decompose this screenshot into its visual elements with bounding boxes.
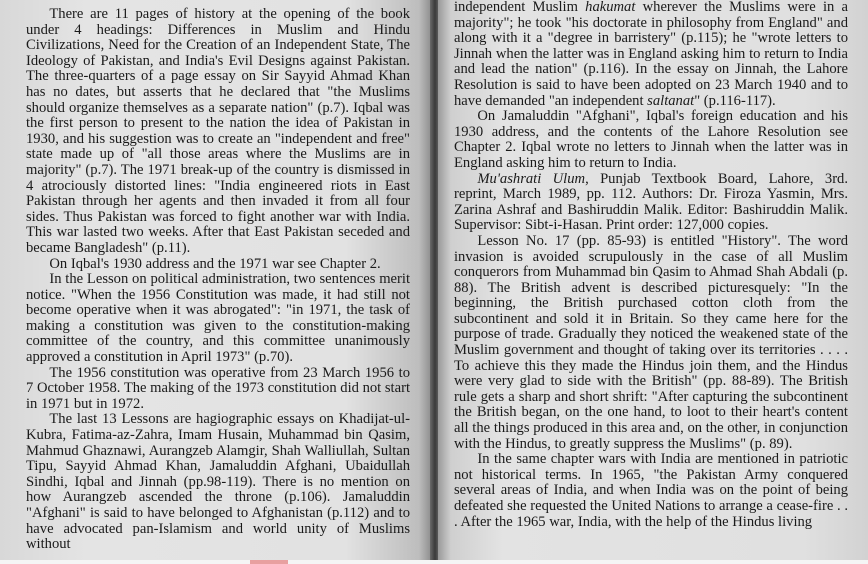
paragraph: There are 11 pages of history at the opening of the book under 4 headings: Differences in Muslim and Hindu Civilizations, Need for the Creation of an Independent State, The Ideology of Pakistan, and India's Evil Designs against Pakistan. The three-quarters of a page essay on Sir Sayyid Ahmad Khan has no dates, but asserts that he declared that "the Muslims should organize themselves as a separate nation" (p.7). Iqbal was the first person to present to the nation the idea of Pakistan in 1930, and his suggestion was to create an "independent and free" state made up of "all those areas where the Muslims are in majority" (p.7). The 1971 break-up of the country is dismissed in 4 atrociously distorted lines: "India engineered riots in East Pakistan through her agents and then invaded it from all four sides. Thus Pakistan was forced to fight another war with India. This war lasted two weeks. After that East Pakistan seceded and became Bangladesh" (p.11). [26, 6, 410, 256]
paragraph: The last 13 Lessons are hagiographic essays on Khadijat-ul-Kubra, Fatima-az-Zahra, Imam Husain, Muhammad bin Qasim, Mahmud Ghaznawi, Aurangzeb Alamgir, Shah Walliullah, Sultan Tipu, Sayyid Ahmad Khan, Jamaluddin Afghani, Ubaidullah Sindhi, Iqbal and Jinnah (pp.98-119). There is no mention on how Aurangzeb ascended the throne (p.106). Jamaluddin "Afghani" is said to have belonged to Afghanistan (p.112) and to have advocated pan-Islamism and world unity of Muslims without [26, 411, 410, 553]
text-run: , Punjab Textbook Board, Lahore, 3rd. reprint, March 1989, pp. 112. Authors: Dr. Firoza Yasmin, Mrs. Zarina Ashraf and Bashiruddin Malik. Editor: Bashiruddin Malik. Supervisor: Sibt-i-Hasan. Print order: 127,000 copies. [454, 170, 849, 234]
text-run: " (p.116-117). [694, 92, 776, 109]
paragraph: The 1956 constitution was operative from 23 March 1956 to 7 October 1958. The making of the 1973 constitution did not start in 1971 but in 1972. [26, 364, 410, 412]
paragraph: Lesson No. 17 (pp. 85-93) is entitled "History". The word invasion is avoided scrupulously in the case of all Muslim conquerors from Muhammad bin Qasim to Ahmad Shah Abdali (p. 88). The British advent is described picturesquely: "In the beginning, the British purchased cotton cloth from the subcontinent and sold it in Britain. So they came here for the purpose of trade. Gradually they noticed the weakened state of the Muslim government and thought of taking over its territories . . . . To achieve this they made the Hindus join them, and the Hindus were very glad to side with the British" (pp. 88-89). The British rule gets a sharp and short shrift: "After capturing the subcontinent the British began, on the one hand, to loot to their heart's content all the things produced in this area and, on the other, in conjunction with the Hindus, to greatly suppress the Muslims" (p. 89). [454, 232, 848, 452]
right-page [438, 0, 868, 564]
italic-term: saltanat [647, 92, 695, 109]
paragraph: On Iqbal's 1930 address and the 1971 war see Chapter 2. [49, 255, 381, 272]
paragraph [454, 172, 848, 234]
italic-term: hakumat [585, 0, 636, 15]
paragraph: In the Lesson on political administration, two sentences merit notice. "When the 1956 Constitution was made, it had still not become operative when it was abrogated": "in 1971, the task of making a constitution was given to the constitution-making committee of the country, and this committee unanimously approved a constitution in April 1973" (p.70). [26, 271, 410, 366]
paragraph: On Jamaluddin "Afghani", Iqbal's foreign education and his 1930 address, and the contents of the Lahore Resolution see Chapter 2. Iqbal wrote no letters to Jinnah when the latter was in England asking him to return to India. [454, 108, 848, 171]
left-page [0, 0, 432, 564]
scan-mark [250, 560, 288, 564]
text-run: wherever the Muslims were in a majority"; he took "his doctorate in philosophy from England" and along with it a "degree in barristery" (p.115); he "wrote letters to Jinnah when the latter was in England asking him to return to India and lead the nation" (p.116). In the essay on Jinnah, the Lahore Resolution is said to have been adopted on 23 March 1940 and to have demanded "an independent [454, 0, 848, 109]
text-run: independent Muslim [454, 0, 586, 15]
book-title: Mu'ashrati Ulum [477, 170, 586, 187]
paragraph [454, 0, 848, 109]
scan-edge [0, 560, 868, 564]
paragraph: In the same chapter wars with India are mentioned in patriotic not historical terms. In 1965, "the Pakistan Army conquered several areas of India, and when India was on the point of being defeated she requested the United Nations to arrange a cease-fire . . . After the 1965 war, India, with the help of the Hindus living [454, 451, 848, 530]
